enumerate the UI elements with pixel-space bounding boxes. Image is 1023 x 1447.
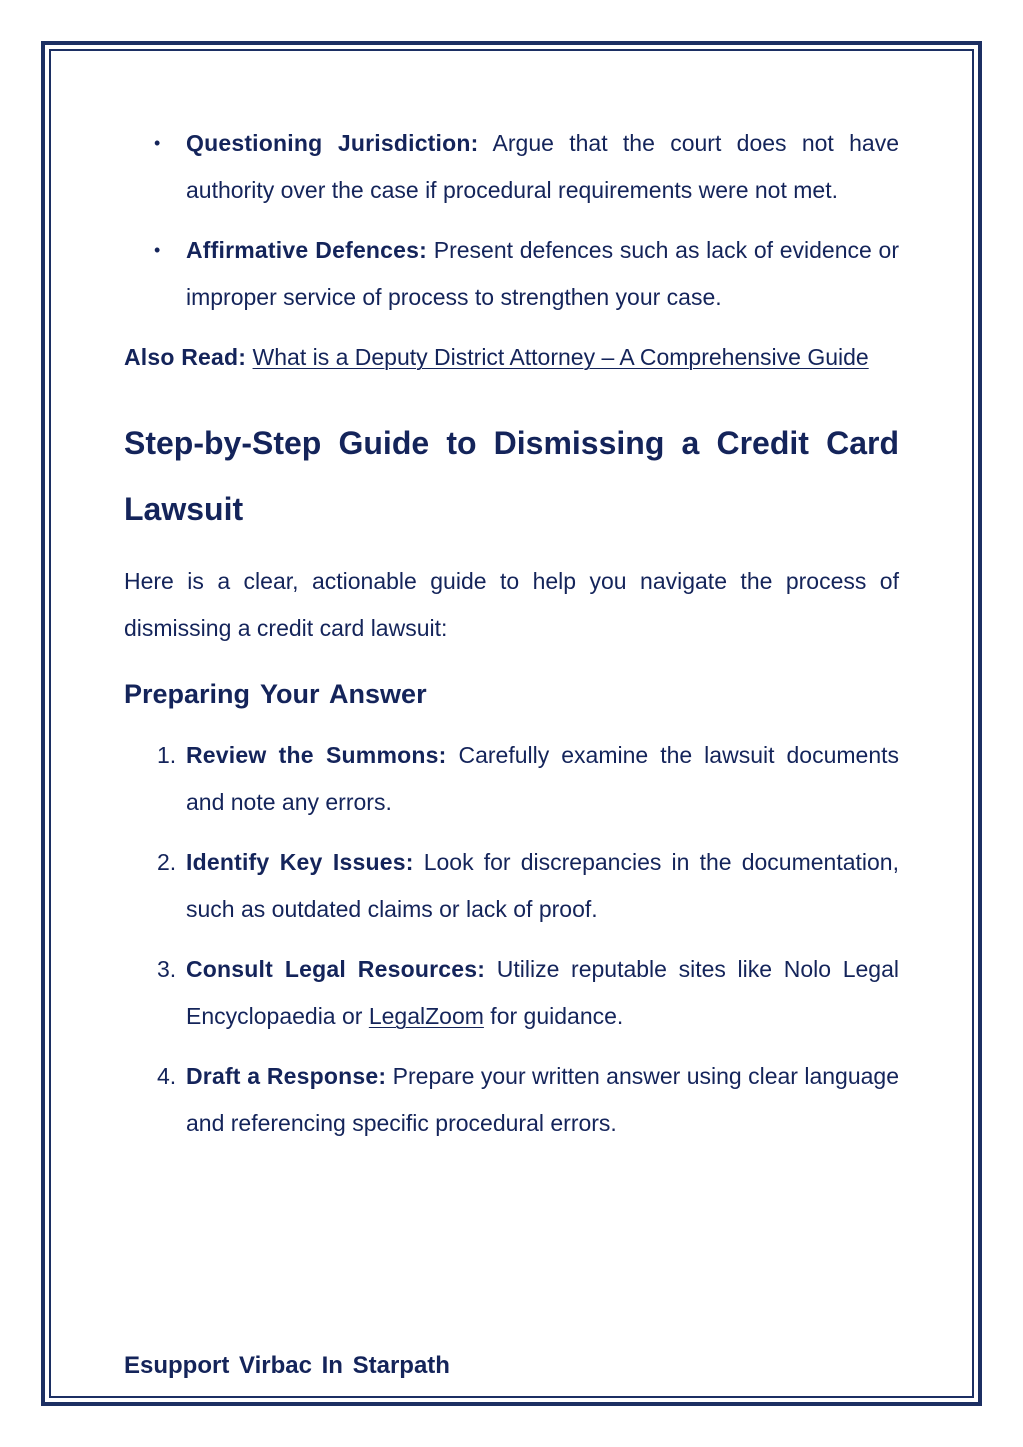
steps-numbered-list [124, 732, 899, 1147]
also-read-label: Also Read: [124, 344, 247, 370]
defence-bullet-list [124, 120, 899, 321]
list-item-term: Draft a Response: [186, 1063, 387, 1089]
list-item-term: Consult Legal Resources: [186, 956, 486, 982]
list-item-text: Look for discrepancies in the documentation, such as outdated claims or lack of proof. [186, 849, 899, 922]
list-number: 1. [157, 742, 177, 768]
list-item-text: Carefully examine the lawsuit documents and note any errors. [186, 742, 900, 815]
bullet-icon: • [154, 240, 161, 260]
list-item [124, 839, 899, 933]
list-item-term: Identify Key Issues: [186, 849, 414, 875]
also-read-link[interactable]: What is a Deputy District Attorney – A Comprehensive Guide [252, 344, 869, 370]
bullet-icon: • [154, 133, 161, 153]
subsection-heading: Preparing Your Answer [124, 679, 427, 709]
list-number: 2. [157, 849, 177, 875]
list-item-text: Prepare your written answer using clear language and referencing specific procedural errors. [186, 1063, 899, 1136]
intro-paragraph: Here is a clear, actionable guide to help you navigate the process of dismissing a credit card lawsuit: [124, 568, 899, 641]
list-item-term: Review the Summons: [186, 742, 447, 768]
also-read [124, 334, 899, 381]
document-content [124, 120, 899, 1160]
list-item-text: for guidance. [483, 1003, 624, 1029]
list-item [124, 946, 899, 1040]
list-item-term: Questioning Jurisdiction: [186, 130, 479, 156]
list-item-text: Argue that the court does not have authority over the case if procedural requirements were not met. [186, 130, 900, 203]
list-item-term: Affirmative Defences: [186, 237, 428, 263]
section-heading: Step-by-Step Guide to Dismissing a Credit Card Lawsuit [124, 425, 899, 527]
list-item-text: Utilize reputable sites like Nolo Legal Encyclopaedia or [186, 956, 899, 1029]
list-item [124, 227, 899, 321]
list-item-text: Present defences such as lack of evidence or improper service of process to strengthen your case. [186, 237, 899, 310]
list-item [124, 732, 899, 826]
footer-title: Esupport Virbac In Starpath [124, 1352, 450, 1379]
list-item [124, 120, 899, 214]
list-item [124, 1053, 899, 1147]
list-number: 4. [157, 1063, 177, 1089]
legalzoom-link[interactable]: LegalZoom [368, 1003, 484, 1029]
list-number: 3. [157, 956, 177, 982]
